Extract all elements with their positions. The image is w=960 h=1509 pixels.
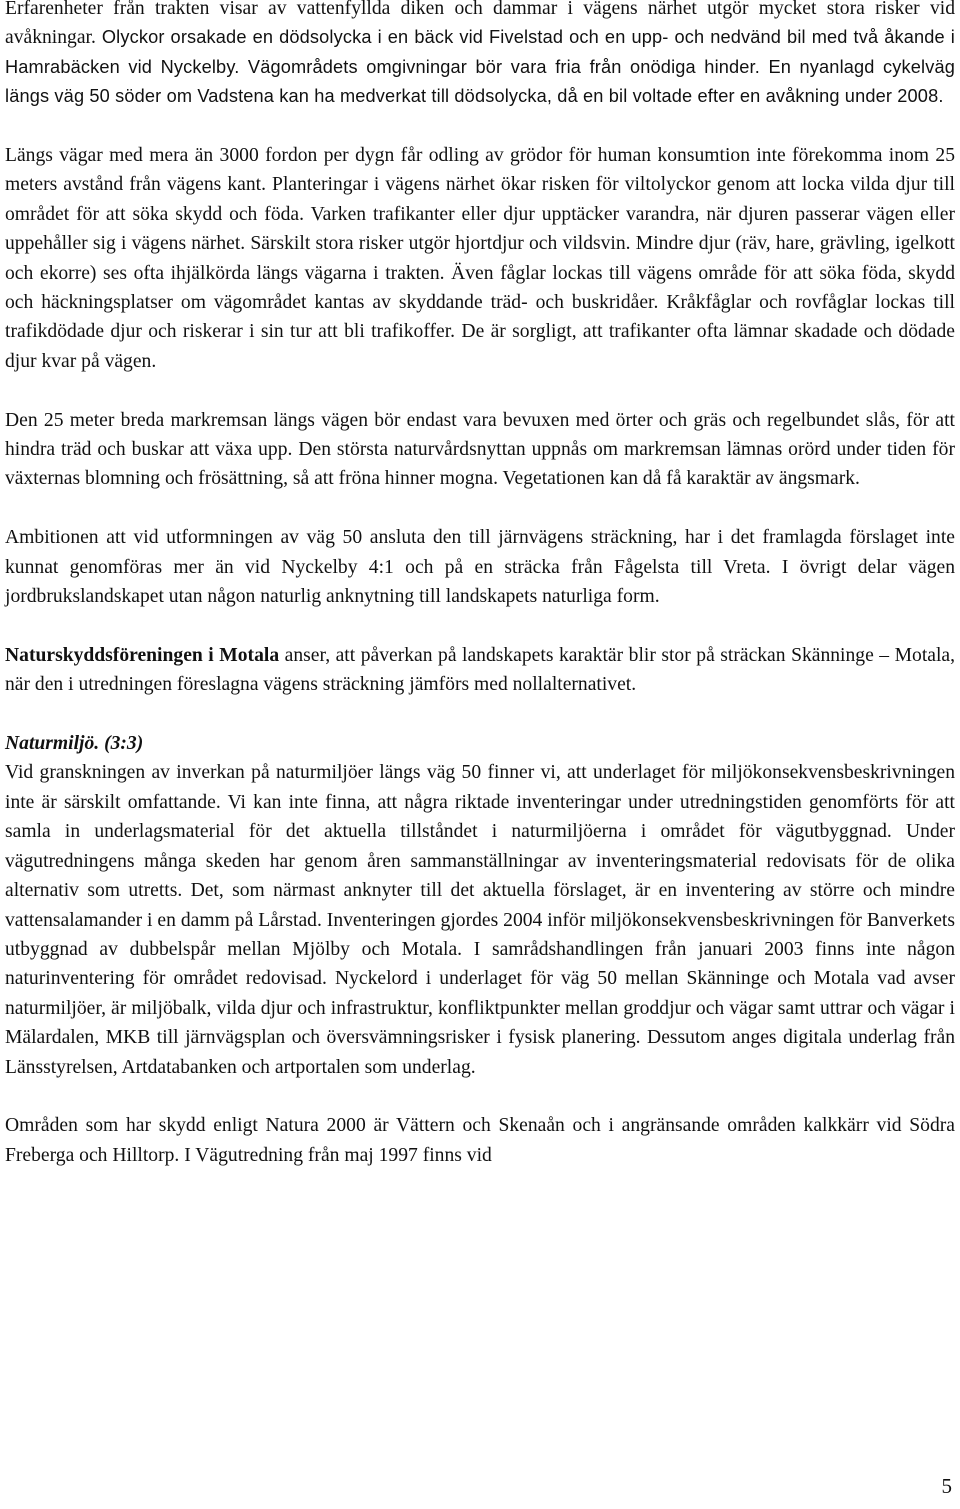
paragraph-crops-and-wildlife: Längs vägar med mera än 3000 fordon per dygn får odling av grödor för human konsumtion inte förekomma inom 25 meters avstånd från vägens kant. Planteringar i vägens närhet ökar risken för viltolyckor genom att locka vilda djur till området för att söka skydd och föda. Varken trafikanter eller djur upptäcker varandra, när djuren passerar vägen eller uppehåller sig i vägens närhet. Särskilt stora risker utgör hjortdjur och vildsvin. Mindre djur (räv, hare, grävling, igelkott och ekorre) ses ofta ihjälkörda längs vägarna i trakten. Även fåglar lockas till vägens område för att söka föda, skydd och häckningsplatser om vägområdet kantas av skyddande träd- och buskridåer. Kråkfåglar och rovfåglar lockas till trafikdödade djur och riskerar i sin tur att bli trafikoffer. De är sorgligt, att trafikanter ofta lämnar skadade och dödade djur kvar på vägen. [5,145,955,372]
paragraph-verge-strip: Den 25 meter breda markremsan längs vägen bör endast vara bevuxen med örter och gräs och regelbundet slås, för att hindra träd och buskar att växa upp. Den största naturvårdsnyttan uppnås om markremsan lämnas orörd under tiden för växternas blomning och frösättning, så att fröna hinner mogna. Vegetationen kan då få karaktär av ängsmark. [5,409,955,490]
paragraph-traffic-risks-part-1: Erfarenheter från trakten visar av vattenfyllda diken och dammar i vägens närhet utgör mycket stora risker vid avåkningar. [5,0,955,49]
paragraph-road-alignment: Ambitionen att vid utformningen av väg 50 ansluta den till järnvägens sträckning, har i det framlagda förslaget inte kunnat genomföras mer än vid Nyckelby 4:1 och på en sträcka från Fågelsta till Vreta. I övrigt delar vägen jordbrukslandskapet utan någon naturlig anknytning till landskapets naturliga form. [5,527,955,608]
organisation-opinion-text: anser, att påverkan på landskapets karaktär blir stor på sträckan Skänninge – Motala, när den i utredningen föreslagna vägens sträckning jämförs med nollalternativet. [5,644,956,696]
section-heading-text: Naturmiljö. (3:3) [5,733,144,755]
paragraph-natura-2000: Områden som har skydd enligt Natura 2000 är Vättern och Skenaån och i angränsande områden kalkkärr vid Södra Freberga och Hilltorp. I Vägutredning från maj 1997 finns vid [5,1115,955,1166]
paragraph-traffic-risks-part-3: En nyanlagd cykelväg längs väg 50 söder om Vadstena kan ha medverkat till dödsolycka, då en bil voltade efter en avåkning under 2008. [5,56,956,107]
document-page [5,0,955,1200]
paragraph-nature-review: Vid granskningen av inverkan på naturmiljöer längs väg 50 finner vi, att underlaget för miljökonsekvensbeskrivningen inte är särskilt omfattande. Vi kan inte finna, att några riktade inventeringar under utredningstiden genomförts för att samla in underlagsmaterial för det aktuella tillståndet i naturmiljöerna i området för vägutbyggnad. Under vägutredningens många skeden har genom åren sammanställningar av inventeringsmaterial redovisats för de olika alternativ som utretts. Det, som närmast anknyter till det aktuella förslaget, är en inventering av större och mindre vattensalamander i en damm på Lårstad. Inventeringen gjordes 2004 inför miljökonsekvensbeskrivningen för Banverkets utbyggnad av dubbelspår mellan Mjölby och Motala. I samrådshandlingen från januari 2003 finns inte någon naturinventering för området redovisad. Nyckelord i underlaget för väg 50 mellan Skänninge och Motala vad avser naturmiljöer, är miljöbalk, vilda djur och infrastruktur, konfliktpunkter mellan groddjur och vägar samt uttrar och vägar i Mälardalen, MKB till järnvägsplan och översvämningsrisker i fysisk planering. Dessutom anges digitala underlag från Länsstyrelsen, Artdatabanken och artportalen som underlag. [5,762,955,1078]
paragraph-organisation-opinion [5,641,955,700]
paragraph-traffic-risks-part-2: Olyckor orsakade en dödsolycka i en bäck vid Fivelstad och en upp- och nedvänd bil med två åkande i Hamrabäcken vid Nyckelby. Vägområdets omgivningar bör vara fria från onödiga hinder. [5,27,955,77]
paragraph-traffic-risks [5,0,955,112]
page-number: 5 [941,1474,952,1498]
section-heading [5,729,955,758]
organisation-name: Naturskyddsföreningen i Motala [5,644,280,666]
